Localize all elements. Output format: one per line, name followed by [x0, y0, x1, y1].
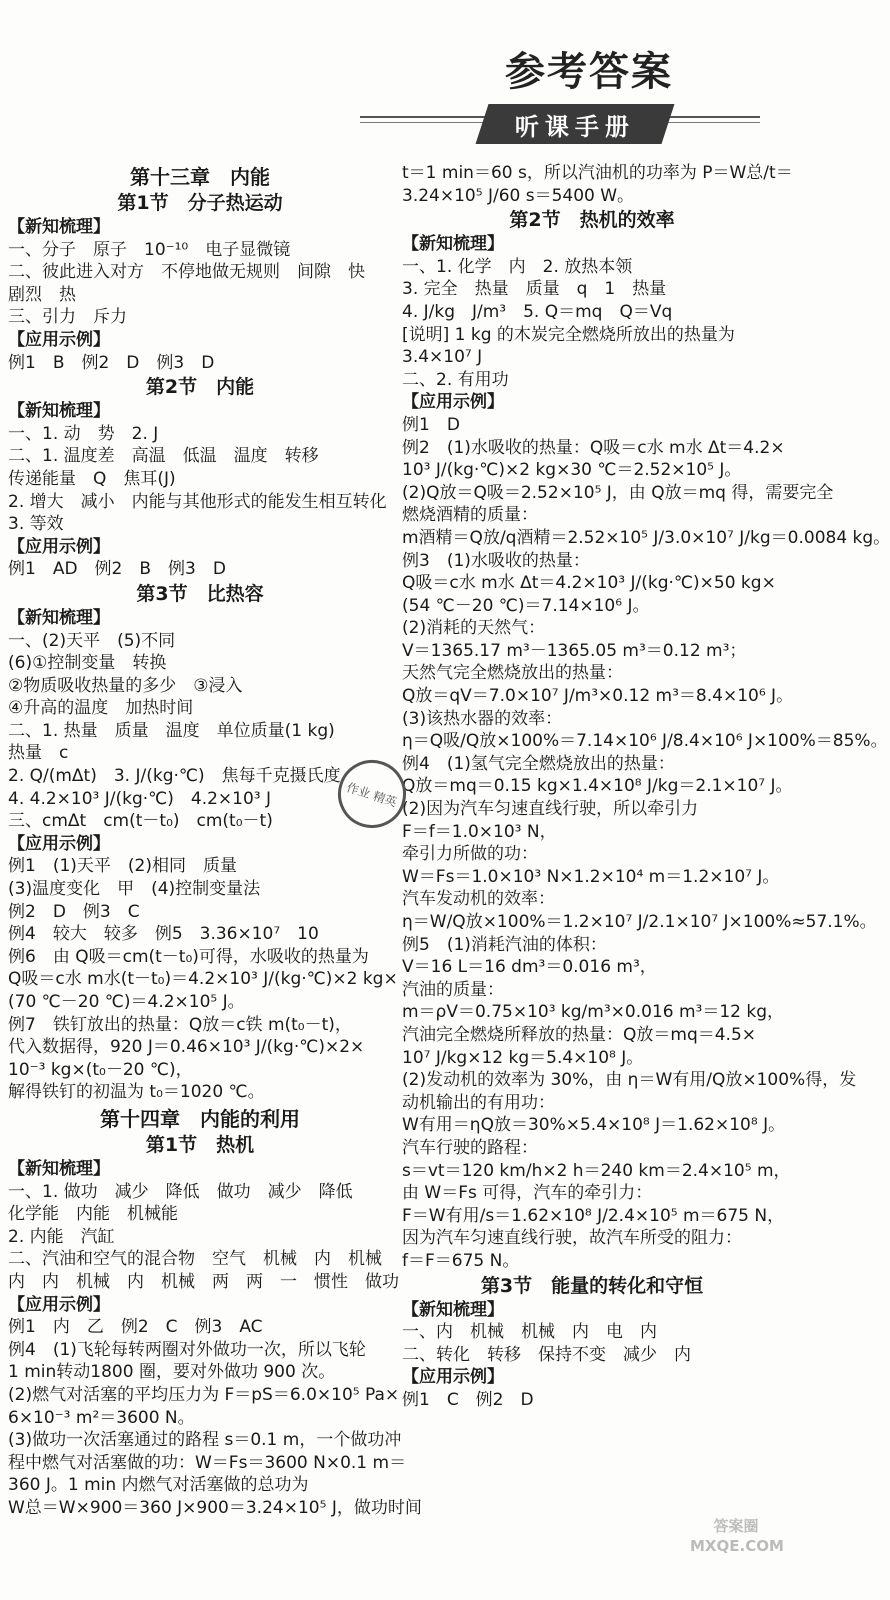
answer-line: 例2 D 例3 C — [8, 901, 140, 922]
subsection-tag: 【新知梳理】 — [8, 217, 110, 237]
answer-line: 内 内 机械 内 机械 两 两 一 惯性 做功 — [8, 1271, 399, 1292]
answer-line: 3. 等效 — [8, 514, 64, 535]
answer-line: 例3 (1)水吸收的热量： — [402, 550, 590, 571]
answer-line: 二、汽油和空气的混合物 空气 机械 内 机械 — [8, 1249, 382, 1270]
section-heading: 第3节 比热容 — [136, 582, 264, 605]
answer-line: F＝W有用/s＝1.62×10⁸ J/2.4×10⁵ m＝675 N， — [402, 1205, 785, 1226]
answer-line: (70 ℃－20 ℃)＝4.2×10⁵ J。 — [8, 992, 245, 1012]
answer-line: (2)因为汽车匀速直线行驶，所以牵引力 — [402, 799, 699, 820]
answer-line: 二、彼此进入对方 不停地做无规则 间隙 快 — [8, 262, 365, 283]
answer-line: 三、引力 斥力 — [8, 307, 127, 328]
answer-line: W＝Fs＝1.0×10³ N×1.2×10⁴ m＝1.2×10⁷ J。 — [402, 866, 780, 887]
subsection-tag: 【新知梳理】 — [402, 1299, 504, 1320]
subsection-tag: 【新知梳理】 — [8, 1158, 110, 1179]
answer-line: V＝16 L＝16 dm³＝0.016 m³， — [402, 957, 657, 978]
answer-line: F＝f＝1.0×10³ N， — [402, 821, 557, 842]
section-banner — [476, 104, 675, 144]
answer-line: 一、1. 动 势 2. J — [8, 423, 159, 444]
section-banner-label: 听课手册 — [515, 112, 635, 141]
answer-line: ②物质吸收热量的多少 ③浸入 — [8, 675, 243, 696]
answer-line: (6)①控制变量 转换 — [8, 653, 167, 674]
answer-line: W有用＝ηQ放＝30%×5.4×10⁸ J＝1.62×10⁸ J。 — [402, 1115, 786, 1136]
answer-line: Q吸＝c水 m水 Δt＝4.2×10³ J/(kg·℃)×50 kg× — [402, 573, 776, 594]
answer-line: (3)温度变化 甲 (4)控制变量法 — [8, 879, 261, 900]
answer-line: 4. J/kg J/m³ 5. Q＝mq Q＝Vq — [402, 301, 673, 322]
answer-line: 一、1. 做功 减少 降低 做功 减少 降低 — [8, 1181, 353, 1202]
stamp-text: 作业 精英 — [345, 779, 399, 810]
answer-line: 2. 内能 汽缸 — [8, 1226, 115, 1247]
answer-line: 3. 完全 热量 质量 q 1 热量 — [402, 279, 667, 300]
answer-line: 动机输出的有用功： — [402, 1092, 555, 1113]
subsection-tag: 【应用示例】 — [402, 1367, 504, 1388]
answer-line: (2)发动机的效率为 30%，由 η＝W有用/Q放×100%得，发 — [402, 1070, 857, 1091]
answer-line: 汽油的质量： — [402, 979, 504, 1000]
answer-line: 汽车发动机的效率： — [402, 889, 555, 910]
answer-line: 例1 内 乙 例2 C 例3 AC — [8, 1317, 263, 1338]
answer-line: (3)该热水器的效率： — [402, 708, 563, 729]
answer-line: η＝W/Q放×100%＝1.2×10⁷ J/2.1×10⁷ J×100%≈57.1%。 — [402, 912, 877, 932]
right-column — [402, 162, 890, 1411]
answer-line: 360 J。1 min 内燃气对活塞做的总功为 — [8, 1475, 309, 1496]
answer-line: (54 ℃－20 ℃)＝7.14×10⁶ J。 — [402, 595, 650, 616]
answer-line: 例1 D — [402, 414, 460, 435]
answer-line: 例5 (1)消耗汽油的体积： — [402, 934, 607, 955]
answer-line: 3.24×10⁵ J/60 s＝5400 W。 — [402, 185, 635, 206]
answer-line: W总＝W×900＝360 J×900＝3.24×10⁵ J，做功时间 — [8, 1497, 422, 1518]
answer-line: 汽油完全燃烧所释放的热量：Q放＝mq＝4.5× — [402, 1024, 757, 1045]
answer-line: [说明] 1 kg 的木炭完全燃烧所放出的热量为 — [402, 324, 735, 345]
answer-line: 6×10⁻³ m²＝3600 N。 — [8, 1407, 195, 1428]
answer-line: 例4 (1)氢气完全燃烧放出的热量： — [402, 753, 675, 774]
answer-line: 一、(2)天平 (5)不同 — [8, 630, 176, 651]
section-heading: 第2节 热机的效率 — [509, 209, 675, 232]
answer-line: 1 min转动1800 圈，要对外做功 900 次。 — [8, 1362, 336, 1383]
answer-line: 一、分子 原子 10⁻¹⁰ 电子显微镜 — [8, 239, 291, 260]
chapter-heading: 第十四章 内能的利用 — [100, 1106, 300, 1131]
answer-line: 二、2. 有用功 — [402, 369, 509, 390]
section-heading: 第2节 内能 — [145, 376, 255, 399]
answer-line: 一、1. 化学 内 2. 放热本领 — [402, 256, 633, 277]
answer-line: f＝F＝675 N。 — [402, 1250, 520, 1271]
answer-line: 例1 B 例2 D 例3 D — [8, 352, 215, 373]
answer-line: 牵引力所做的功： — [402, 844, 538, 865]
section-heading: 第1节 分子热运动 — [117, 192, 283, 214]
section-heading: 第1节 热机 — [145, 1133, 255, 1156]
watermark-logo: 答案圈 MXQE.COM — [690, 1517, 784, 1555]
answer-line: 天然气完全燃烧放出的热量： — [402, 663, 623, 684]
answer-line: 三、cmΔt cm(t－t₀) cm(t₀－t) — [8, 811, 273, 832]
answer-line: t＝1 min＝60 s，所以汽油机的功率为 P＝W总/t＝ — [402, 163, 793, 183]
answer-line: 10³ J/(kg·℃)×2 kg×30 ℃＝2.52×10⁵ J。 — [402, 460, 742, 481]
answer-line: 解得铁钉的初温为 t₀＝1020 ℃。 — [8, 1082, 265, 1103]
chapter-heading: 第十三章 内能 — [130, 165, 270, 189]
subsection-tag: 【新知梳理】 — [8, 401, 110, 422]
answer-line: 代入数据得，920 J＝0.46×10³ J/(kg·℃)×2× — [8, 1037, 365, 1058]
answer-line: 10⁻³ kg×(t₀－20 ℃)， — [8, 1059, 193, 1080]
answer-line: 例7 铁钉放出的热量：Q放＝c铁 m(t₀－t)， — [8, 1014, 352, 1035]
answer-line: 例1 AD 例2 B 例3 D — [8, 559, 226, 580]
page-title: 参考答案 — [505, 48, 673, 95]
answer-line: m＝ρV＝0.75×10³ kg/m³×0.016 m³＝12 kg， — [402, 1002, 785, 1023]
subsection-tag: 【应用示例】 — [8, 833, 110, 854]
answer-line: V＝1365.17 m³－1365.05 m³＝0.12 m³； — [402, 640, 747, 661]
answer-line: 汽车行驶的路程： — [402, 1137, 538, 1158]
answer-line: 剧烈 热 — [8, 284, 76, 305]
answer-line: 4. 4.2×10³ J/(kg·℃) 4.2×10³ J — [8, 788, 272, 809]
answer-line: s＝vt＝120 km/h×2 h＝240 km＝2.4×10⁵ m， — [402, 1160, 791, 1181]
answer-line: Q放＝mq＝0.15 kg×1.4×10⁸ J/kg＝2.1×10⁷ J。 — [402, 776, 793, 797]
left-column — [8, 162, 422, 1519]
answer-line: 程中燃气对活塞做的功：W＝Fs＝3600 N×0.1 m＝ — [8, 1452, 407, 1473]
answer-line: 二、1. 温度差 高温 低温 温度 转移 — [8, 446, 319, 467]
answer-line: 二、1. 热量 质量 温度 单位质量(1 kg) — [8, 720, 335, 741]
answer-line: 3.4×10⁷ J — [402, 347, 483, 368]
subsection-tag: 【应用示例】 — [8, 329, 110, 350]
answer-line: (2)消耗的天然气： — [402, 618, 546, 639]
answer-line: Q吸＝c水 m水(t－t₀)＝4.2×10³ J/(kg·℃)×2 kg× — [8, 969, 398, 990]
subsection-tag: 【应用示例】 — [8, 536, 110, 557]
answer-line: 化学能 内能 机械能 — [8, 1204, 178, 1225]
answer-line: 燃烧酒精的质量： — [402, 505, 538, 526]
answer-line: 例6 由 Q吸＝cm(t－t₀)可得，水吸收的热量为 — [8, 946, 369, 967]
answer-line: 例4 (1)飞轮每转两圈对外做功一次，所以飞轮 — [8, 1339, 366, 1360]
subsection-tag: 【应用示例】 — [402, 392, 504, 413]
answer-line: Q放＝qV＝7.0×10⁷ J/m³×0.12 m³＝8.4×10⁶ J。 — [402, 686, 794, 707]
answer-line: 二、转化 转移 保持不变 减少 内 — [402, 1344, 691, 1365]
answer-line: 10⁷ J/kg×12 kg＝5.4×10⁸ J。 — [402, 1047, 644, 1068]
answer-line: 例2 (1)水吸收的热量：Q吸＝c水 m水 Δt＝4.2× — [402, 437, 785, 458]
answer-line: 2. 增大 减小 内能与其他形式的能发生相互转化 — [8, 491, 387, 512]
answer-line: 2. Q/(mΔt) 3. J/(kg·℃) 焦每千克摄氏度 — [8, 766, 341, 787]
answer-line: η＝Q吸/Q放×100%＝7.14×10⁶ J/8.4×10⁶ J×100%＝85%。 — [402, 731, 888, 752]
subsection-tag: 【新知梳理】 — [8, 607, 110, 628]
answer-line: 由 W＝Fs 可得，汽车的牵引力： — [402, 1183, 653, 1204]
answer-line: (3)做功一次活塞通过的路程 s＝0.1 m，一个做功冲 — [8, 1430, 402, 1451]
answer-line: 例1 (1)天平 (2)相同 质量 — [8, 856, 237, 877]
answer-line: 例1 C 例2 D — [402, 1389, 534, 1410]
answer-line: m酒精＝Q放/q酒精＝2.52×10⁵ J/3.0×10⁷ J/kg＝0.0084 kg。 — [402, 527, 890, 548]
answer-line: 例4 较大 较多 例5 3.36×10⁷ 10 — [8, 924, 319, 945]
subsection-tag: 【应用示例】 — [8, 1294, 110, 1315]
answer-line: ④升高的温度 加热时间 — [8, 698, 194, 719]
subsection-tag: 【新知梳理】 — [402, 234, 504, 255]
answer-line: 一、内 机械 机械 内 电 内 — [402, 1322, 657, 1343]
answer-line: 热量 c — [8, 743, 69, 764]
answer-line: 因为汽车匀速直线行驶，故汽车所受的阻力： — [402, 1228, 742, 1249]
section-heading: 第3节 能量的转化和守恒 — [480, 1274, 704, 1297]
answer-line: 传递能量 Q 焦耳(J) — [8, 468, 176, 489]
answer-line: (2)Q放＝Q吸＝2.52×10⁵ J，由 Q放＝mq 得，需要完全 — [402, 482, 834, 503]
answer-line: (2)燃气对活塞的平均压力为 F＝pS＝6.0×10⁵ Pa× — [8, 1384, 400, 1405]
